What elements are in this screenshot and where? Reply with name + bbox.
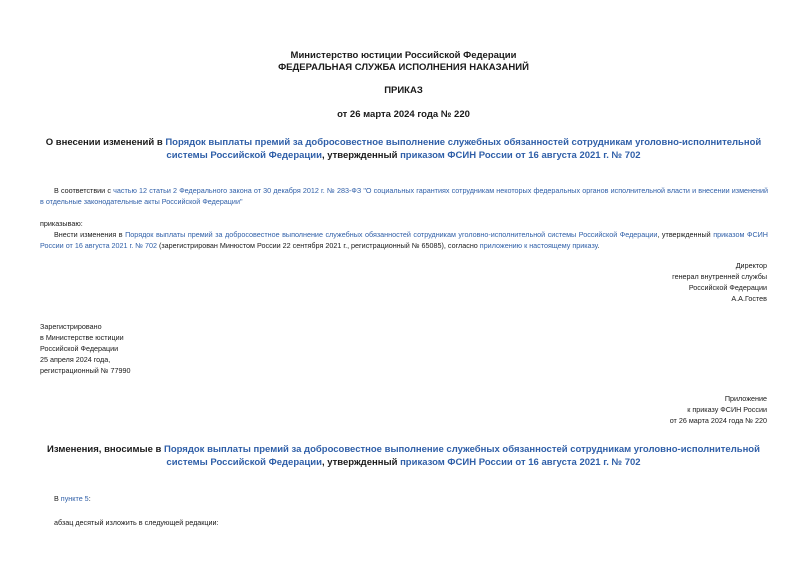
changes-title (40, 443, 767, 469)
registration-line-3: Российской Федерации (40, 344, 119, 353)
appendix-line-3: от 26 марта 2024 года № 220 (669, 416, 767, 425)
signature-position: Директор (735, 261, 767, 270)
changes-paragraph-2: абзац десятый изложить в следующей редакции: (54, 518, 219, 527)
registration-line-4: 25 апреля 2024 года, (40, 355, 111, 364)
registration-line-5: регистрационный № 77990 (40, 366, 131, 375)
signature-block (467, 260, 767, 304)
order-title (40, 136, 767, 162)
changes-paragraph-1 (54, 493, 91, 504)
signature-name: А.А.Гостев (731, 294, 767, 303)
order-title-link-procedure[interactable]: Порядок выплаты премий за добросовестное выполнение служебных обязанностей сотрудникам уголовно-исполнительной системы Российской Федерации (165, 137, 762, 161)
preamble-text: В соответствии с (54, 186, 114, 195)
preamble-law-link[interactable]: частью 12 статьи 2 Федерального закона от 30 декабря 2012 г. № 283-ФЗ "О социальных гарантиях сотрудникам некоторых федеральных органов исполнительной власти и внесении изменений в отдельные законодательные акты Российской Федерации" (40, 186, 769, 206)
order-paragraph-text-b: , утвержденный (657, 230, 714, 239)
order-paragraph (40, 229, 768, 251)
changes-point-5-link[interactable]: пункте 5 (60, 494, 89, 503)
signature-country: Российской Федерации (688, 283, 767, 292)
registration-line-2: в Министерстве юстиции (40, 333, 124, 342)
order-paragraph-text-d: . (597, 241, 600, 250)
order-paragraph-link-appendix[interactable]: приложению к настоящему приказу (479, 241, 598, 250)
order-paragraph-text-c: (зарегистрирован Минюстом России 22 сентября 2021 г., регистрационный № 65085), согласно (156, 241, 480, 250)
order-title-link-order-702[interactable]: приказом ФСИН России от 16 августа 2021 г. № 702 (400, 150, 641, 161)
order-word: приказываю: (40, 219, 83, 228)
registration-line-1: Зарегистрировано (40, 322, 102, 331)
appendix-line-1: Приложение (724, 394, 767, 403)
changes-title-link-procedure[interactable]: Порядок выплаты премий за добросовестное выполнение служебных обязанностей сотрудникам уголовно-исполнительной системы Российской Федерации (164, 444, 760, 468)
changes-p1-text-b: : (88, 494, 91, 503)
changes-title-prefix: Изменения, вносимые в (47, 444, 164, 455)
appendix-block (467, 393, 767, 426)
signature-rank: генерал внутренней службы (672, 272, 767, 281)
changes-title-link-order-702[interactable]: приказом ФСИН России от 16 августа 2021 г. № 702 (400, 457, 641, 468)
changes-title-middle: , утвержденный (321, 457, 401, 468)
appendix-line-2: к приказу ФСИН России (687, 405, 767, 414)
service-heading: ФЕДЕРАЛЬНАЯ СЛУЖБА ИСПОЛНЕНИЯ НАКАЗАНИЙ (278, 62, 529, 73)
doc-date-heading: от 26 марта 2024 года № 220 (337, 109, 470, 120)
preamble-paragraph (40, 185, 768, 207)
registration-block (40, 321, 340, 376)
order-title-middle: , утвержденный (321, 150, 401, 161)
order-paragraph-link-order-702[interactable]: приказом ФСИН России от 16 августа 2021 г. № 702 (40, 230, 768, 250)
order-title-prefix: О внесении изменений в (45, 137, 166, 148)
order-paragraph-text-a: Внести изменения в (54, 230, 126, 239)
doc-type-heading: ПРИКАЗ (384, 85, 423, 96)
changes-p1-text-a: В (54, 494, 61, 503)
order-paragraph-link-procedure[interactable]: Порядок выплаты премий за добросовестное выполнение служебных обязанностей сотрудникам уголовно-исполнительной системы Российской Федерации (125, 230, 658, 239)
ministry-heading: Министерство юстиции Российской Федерации (290, 50, 517, 61)
